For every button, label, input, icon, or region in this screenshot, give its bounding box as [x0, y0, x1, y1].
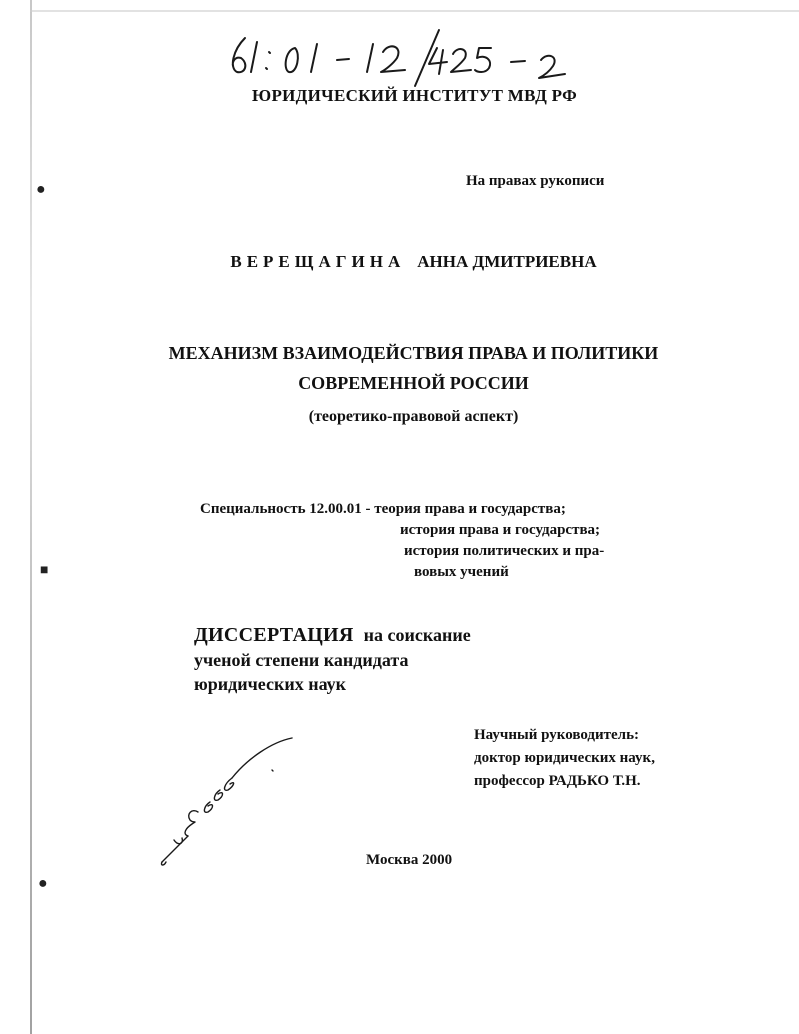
handwritten-signature: [152, 728, 302, 878]
scan-speck: ■: [40, 563, 49, 578]
supervisor-line: Научный руководитель:: [474, 727, 639, 743]
author-surname: ВЕРЕЩАГИНА: [230, 252, 406, 271]
supervisor-line: профессор РАДЬКО Т.Н.: [474, 773, 641, 789]
dissertation-title-line-1: МЕХАНИЗМ ВЗАИМОДЕЙСТВИЯ ПРАВА И ПОЛИТИКИ: [168, 343, 659, 363]
dissertation-degree-line-2: ученой степени кандидата: [194, 650, 409, 670]
dissertation-line-1-rest: на соискание: [363, 625, 471, 645]
city-and-year: Москва 2000: [366, 852, 453, 868]
dissertation-degree-line-1: [194, 624, 471, 647]
dissertation-word: ДИССЕРТАЦИЯ: [194, 624, 354, 646]
scan-left-edge: [30, 0, 32, 1034]
dissertation-subtitle: (теоретико-правовой аспект): [308, 408, 519, 425]
scan-top-edge: [30, 10, 799, 12]
manuscript-rights-note: На правах рукописи: [466, 173, 605, 189]
dissertation-degree-line-3: юридических наук: [194, 674, 347, 694]
supervisor-line: доктор юридических наук,: [474, 750, 655, 766]
specialty-line: история права и государства;: [400, 522, 601, 538]
author-given-names: АННА ДМИТРИЕВНА: [417, 252, 597, 271]
specialty-line: вовых учений: [414, 564, 509, 580]
specialty-line: история политических и пра-: [404, 543, 605, 559]
handwritten-archive-code: [225, 24, 595, 90]
author-name: [0, 252, 799, 272]
dissertation-title-line-2: СОВРЕМЕННОЙ РОССИИ: [298, 373, 529, 393]
scan-speck: ●: [38, 875, 48, 892]
specialty-line: Специальность 12.00.01 - теория права и государства;: [200, 501, 566, 517]
scan-speck: ●: [36, 181, 46, 198]
institute-name: ЮРИДИЧЕСКИЙ ИНСТИТУТ МВД РФ: [252, 86, 577, 105]
